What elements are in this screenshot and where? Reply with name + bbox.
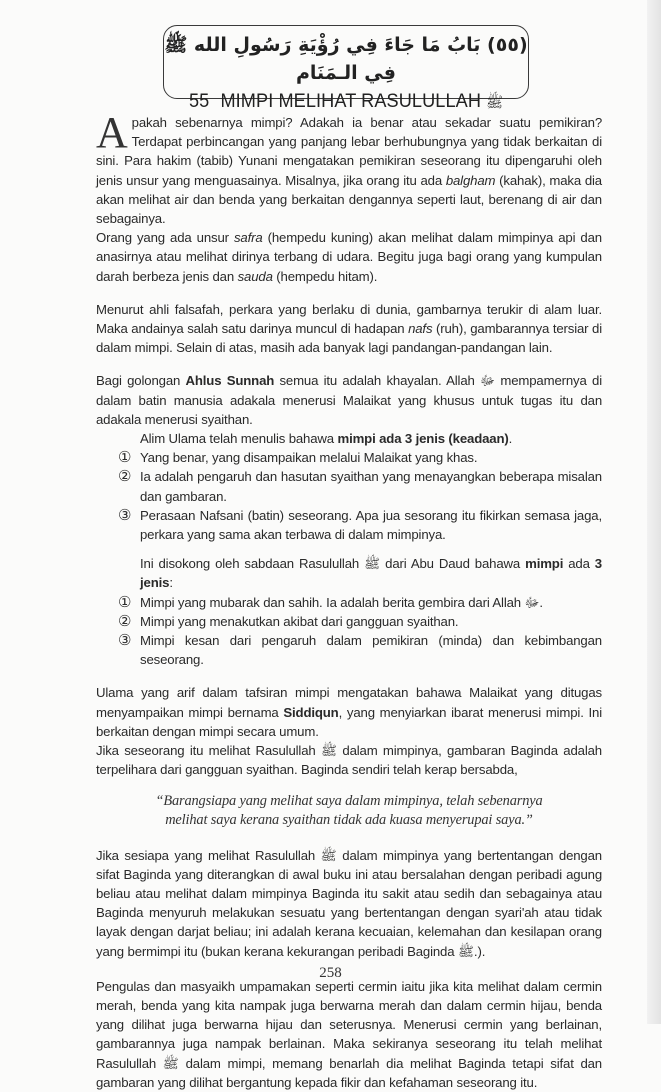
page-edge-shadow	[647, 0, 661, 1024]
arabic-chapter-title: (٥٥) بَابُ مَا جَاءَ فِي رُؤْيَةِ رَسُولِ الله ﷺ فِي الـمَنَام	[164, 34, 528, 84]
dream-types-list	[96, 448, 602, 544]
salawat-icon: ﷺ	[162, 1055, 179, 1071]
salawat-icon: ﷺ	[364, 556, 381, 572]
circled-number-icon: ①	[118, 593, 132, 611]
hadith-dream-types-list	[96, 593, 602, 670]
paragraph-falsafah: Menurut ahli falsafah, perkara yang berlaku di dunia, gambarnya terukir di alam luar. Maka andainya salah satu darinya muncul di hadapan nafs (ruh), gambarannya tersiar di dalam mimpi. Selain di atas, masih ada banyak lagi pandangan-pandangan lain.	[96, 301, 602, 356]
circled-number-icon: ②	[118, 612, 132, 630]
salawat-icon: ﷺ	[457, 943, 474, 959]
page-body	[96, 108, 602, 1092]
salawat-icon: ﷺ	[320, 743, 337, 759]
list-item: ② Ia adalah pengaruh dan hasutan syaithan yang menayangkan beberapa misalan dan gambaran.	[118, 468, 602, 504]
paragraph-cermin: Pengulas dan masyaikh umpamakan seperti cermin iaitu jika kita melihat dalam cermin merah, benda yang kita nampak juga berwarna merah dan dalam cermin hijau, benda yang dilihat juga berwarna hijau dan seterusnya. Menerusi cermin yang berlainan, gambarannya juga nampak berlainan. Maka sekiranya seseorang itu telah melihat Rasulullah ﷺ dalam mimpi, memang benarlah dia melihat Baginda tetapi sifat dan gambaran yang dilihat bergantung kepada fikir dan kefahaman seseorang itu.	[96, 978, 602, 1090]
jalla-jalaluhu-icon: ﷻ	[480, 373, 495, 389]
list-item: ③ Perasaan Nafsani (batin) seseorang. Apa jua sesorang itu fikirkan semasa jaga, perkara yang sama akan terbawa di dalam mimpinya.	[118, 506, 602, 543]
drop-cap: A	[96, 108, 128, 157]
circled-number-icon: ③	[118, 506, 132, 524]
paragraph-intro: Apakah sebenarnya mimpi? Adakah ia benar atau sekadar suatu pemikiran? Terdapat perbincangan yang panjang lebar berhubungnya yang tidak berkaitan di sini. Para hakim (tabib) Yunani mengatakan pemikiran seseorang itu dipengaruhi oleh jenis unsur yang menguasainya. Misalnya, jika orang itu ada balgham (kahak), maka dia akan melihat air dan benda yang berkaitan dengannya seperti laut, berenang di air dan sebagainya.	[96, 108, 602, 227]
hadith-quote: “Barangsiapa yang melihat saya dalam mimpinya, telah sebenarnya melihat saya kerana syaithan tidak ada kuasa menyerupai saya.”	[155, 792, 543, 828]
circled-number-icon: ②	[118, 468, 132, 486]
salawat-icon: ﷺ	[486, 94, 504, 111]
paragraph-safra: Orang yang ada unsur safra (hempedu kuning) akan melihat dalam mimpinya api dan anasirnya atau melihat dirinya terbang di udara. Begitu juga bagi orang yang kumpulan darah berbeza jenis dan sauda (hempedu hitam).	[96, 230, 602, 284]
list-item: ① Mimpi yang mubarak dan sahih. Ia adalah berita gembira dari Allah ﷻ.	[118, 593, 544, 611]
chapter-title-box	[163, 25, 529, 112]
list-item: ③ Mimpi kesan dari pengaruh dalam pemikiran (minda) dan kebimbangan seseorang.	[118, 632, 602, 668]
paragraph-ahlus-sunnah: Bagi golongan Ahlus Sunnah semua itu adalah khayalan. Allah ﷻ mempamernya di dalam batin manusia adakala menerusi Malaikat yang khusus untuk tugas itu dan adakala menerusi syaithan.	[96, 373, 602, 427]
list-item: ① Yang benar, yang disampaikan melalui Malaikat yang khas.	[118, 449, 478, 467]
circled-number-icon: ①	[118, 449, 132, 467]
chapter-number: 55	[188, 90, 210, 112]
paragraph-terpelihara: Jika seseorang itu melihat Rasulullah ﷺ dalam mimpinya, gambaran Baginda adalah terpelihara dari gangguan syaithan. Baginda sendiri telah kerap bersabda,	[96, 743, 602, 778]
circled-number-icon: ③	[118, 632, 132, 650]
paragraph-siddiqun: Ulama yang arif dalam tafsiran mimpi mengatakan bahawa Malaikat yang ditugas menyampaikan mimpi bernama Siddiqun, yang menyiarkan ibarat menerusi mimpi. Ini berkaitan dengan mimpi secara umum.	[96, 685, 602, 739]
page-number: 258	[319, 965, 342, 981]
salawat-icon: ﷺ	[320, 847, 337, 863]
paragraph-abu-daud: Ini disokong oleh sabdaan Rasulullah ﷺ dari Abu Daud bahawa mimpi ada 3 jenis:	[140, 556, 602, 591]
chapter-title: MIMPI MELIHAT RASULULLAH	[220, 90, 482, 112]
paragraph-alim-ulama: Alim Ulama telah menulis bahawa mimpi ada 3 jenis (keadaan).	[140, 431, 513, 447]
list-item: ② Mimpi yang menakutkan akibat dari gangguan syaithan.	[118, 612, 459, 630]
paragraph-bertentangan: Jika sesiapa yang melihat Rasulullah ﷺ dalam mimpinya yang bertentangan dengan sifat Baginda yang diterangkan di awal buku ini atau bersalahan dengan peribadi agung beliau atau melihat dalam mimpinya Baginda itu sakit atau sedih dan sebagainya atau Baginda menyuruh melakukan sesuatu yang bertentangan dengan syari'ah atau tidak layak dengan darjat beliau; ini adalah kerana kecuaian, kelemahan dan kesilapan orang yang bermimpi itu (bukan kerana kekurangan peribadi Baginda ﷺ.).	[96, 847, 602, 959]
